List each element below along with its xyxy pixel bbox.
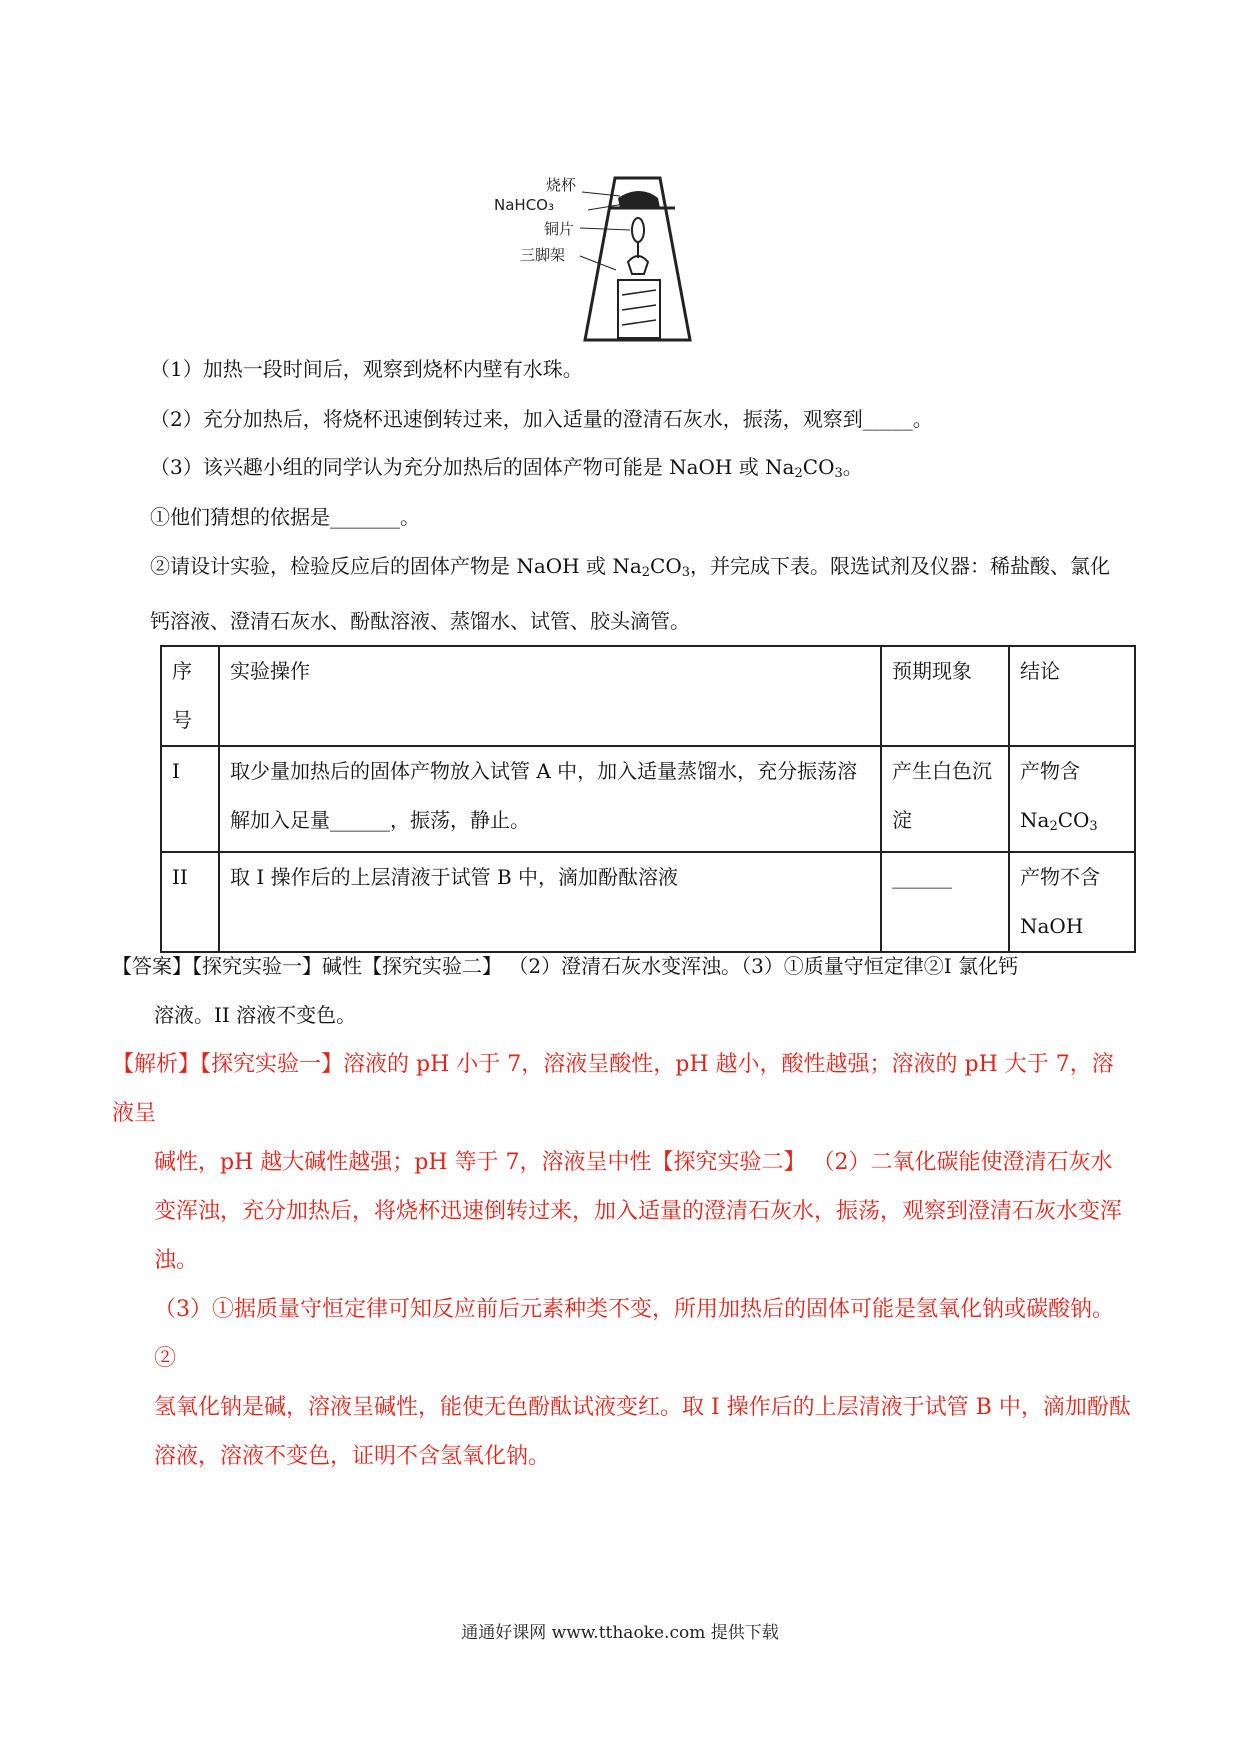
header-conclusion: 结论 (1009, 646, 1135, 746)
analysis-block (112, 1040, 1132, 1481)
answer-block (112, 942, 1132, 1040)
header-no: 序号 (161, 646, 219, 746)
table-row (161, 746, 1135, 852)
label-beaker: 烧杯 (546, 176, 577, 194)
row-no: II (161, 852, 219, 952)
analysis-line-1: 【解析】【探究实验一】溶液的 pH 小于 7，溶液呈酸性，pH 越小，酸性越强；溶液的 pH 大于 7，溶液呈 (112, 1052, 1114, 1126)
question-3: （3）该兴趣小组的同学认为充分加热后的固体产物可能是 NaOH 或 $Na_2CO_3$。 (150, 455, 863, 481)
label-tripod: 三脚架 (520, 246, 566, 264)
header-phenomenon: 预期现象 (881, 646, 1009, 746)
analysis-line-4: 氢氧化钠是碱，溶液呈碱性，能使无色酚酞试液变红。取 I 操作后的上层清液于试管 B 中，滴加酚酞溶液，溶液不变色，证明不含氢氧化钠。 (154, 1395, 1131, 1469)
question-3-i: ①他们猜想的依据是_______。 (150, 505, 420, 529)
row-conclusion: 产物不含 NaOH (1009, 852, 1135, 952)
table-row (161, 852, 1135, 952)
row-phenomenon: ______ (881, 852, 1009, 952)
row-conclusion: 产物含 $Na_2CO_3$ (1009, 746, 1135, 852)
analysis-line-2: 碱性，pH 越大碱性越强；pH 等于 7，溶液呈中性【探究实验二】 （2）二氧化碳能使澄清石灰水变浑浊，充分加热后，将烧杯迅速倒转过来，加入适量的澄清石灰水，振荡，观察到澄清石灰水变浑浊。 (154, 1150, 1123, 1273)
answer-line-1: 【答案】【探究实验一】碱性【探究实验二】 （2）澄清石灰水变浑浊。（3）①质量守恒定律②I 氯化钙 (112, 954, 1019, 978)
analysis-line-3: （3）①据质量守恒定律可知反应前后元素种类不变，所用加热后的固体可能是氢氧化钠或碳酸钠。② (154, 1297, 1115, 1371)
question-1: （1）加热一段时间后，观察到烧杯内壁有水珠。 (150, 357, 583, 381)
label-nahco3: NaHCO₃ (494, 196, 554, 214)
question-3-ii: ②请设计实验，检验反应后的固体产物是 NaOH 或 $Na_2CO_3$，并完成下表。限选试剂及仪器：稀盐酸、氯化钙溶液、澄清石灰水、酚酞溶液、蒸馏水、试管、胶头滴管。 (150, 554, 1111, 633)
header-operation: 实验操作 (219, 646, 881, 746)
label-copper-sheet: 铜片 (544, 220, 575, 238)
row-phenomenon: 产生白色沉淀 (881, 746, 1009, 852)
apparatus-diagram (494, 170, 730, 350)
row-operation: 取少量加热后的固体产物放入试管 A 中，加入适量蒸馏水，充分振荡溶解加入足量______，振荡，静止。 (219, 746, 881, 852)
question-2: （2）充分加热后，将烧杯迅速倒转过来，加入适量的澄清石灰水，振荡，观察到_____。 (150, 407, 933, 431)
table-header-row (161, 646, 1135, 746)
answer-line-2: 溶液。II 溶液不变色。 (154, 1003, 357, 1027)
footer: 通通好课网 www.tthaoke.com 提供下载 (461, 1623, 779, 1643)
row-no: I (161, 746, 219, 852)
apparatus-figure (494, 170, 730, 350)
experiment-table (160, 645, 1136, 953)
row-operation: 取 I 操作后的上层清液于试管 B 中，滴加酚酞溶液 (219, 852, 881, 952)
